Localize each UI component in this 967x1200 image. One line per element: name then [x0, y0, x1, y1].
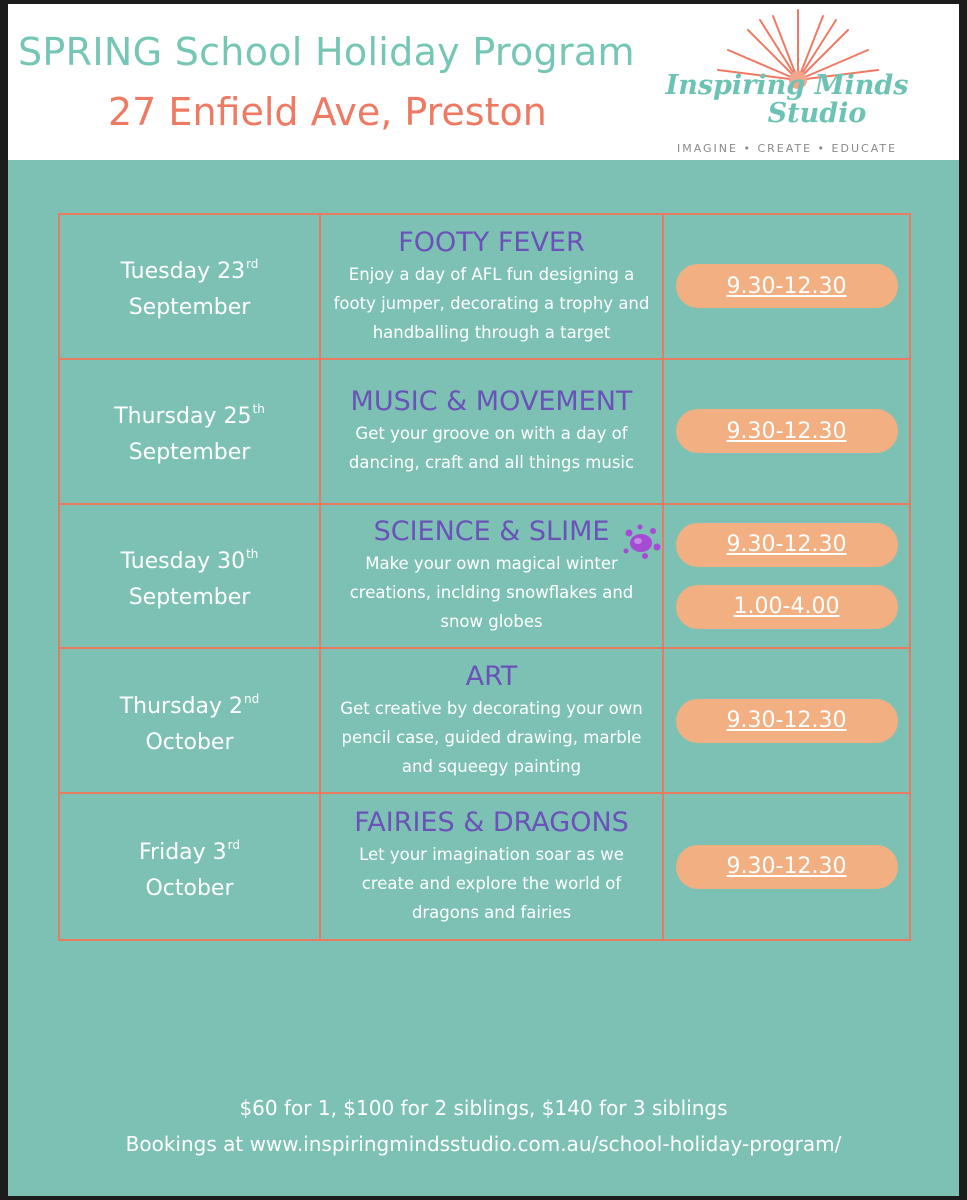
schedule-table [58, 213, 911, 941]
activity-title: FOOTY FEVER [398, 226, 585, 258]
session-times [664, 794, 909, 939]
session-activity [321, 649, 664, 794]
logo-wordmark: Inspiring Minds Studio [665, 70, 909, 129]
session-date: Thursday 25th September [60, 360, 321, 505]
program-title: SPRING School Holiday Program [18, 30, 635, 74]
session-activity [321, 215, 664, 360]
activity-description: Get your groove on with a day of dancing, craft and all things music [348, 424, 635, 473]
time-booking-button[interactable]: 9.30-12.30 [676, 699, 898, 743]
session-date: Tuesday 30th September [60, 505, 321, 650]
activity-title: FAIRIES & DRAGONS [354, 807, 629, 839]
activity-title: ART [465, 661, 518, 693]
session-activity [321, 360, 664, 505]
time-booking-button[interactable]: 9.30-12.30 [676, 523, 898, 567]
time-booking-button[interactable]: 9.30-12.30 [676, 845, 898, 889]
activity-title: SCIENCE & SLIME [373, 516, 610, 548]
logo-tagline: IMAGINE • CREATE • EDUCATE [676, 142, 898, 155]
time-booking-button[interactable]: 9.30-12.30 [676, 409, 898, 453]
pricing-text: $60 for 1, $100 for 2 siblings, $140 for 3 siblings [239, 1096, 728, 1120]
header-banner [8, 4, 959, 160]
slime-splat-icon [619, 521, 663, 561]
time-booking-button[interactable]: 1.00-4.00 [676, 585, 898, 629]
session-times [664, 505, 909, 650]
footer [8, 1090, 959, 1162]
activity-title: MUSIC & MOVEMENT [350, 386, 633, 418]
venue-address: 27 Enfield Ave, Preston [108, 90, 547, 134]
bookings-link[interactable]: Bookings at www.inspiringmindsstudio.com.au/school-holiday-program/ [125, 1132, 842, 1156]
session-date: Thursday 2nd October [60, 649, 321, 794]
session-date: Tuesday 23rd September [60, 215, 321, 360]
session-activity [321, 794, 664, 939]
session-times [664, 360, 909, 505]
session-date: Friday 3rd October [60, 794, 321, 939]
session-times [664, 215, 909, 360]
activity-description: Make your own magical winter creations, inclding snowflakes and snow globes [349, 554, 634, 632]
time-booking-button[interactable]: 9.30-12.30 [676, 264, 898, 308]
flyer-page [8, 4, 959, 1196]
studio-logo [648, 8, 948, 158]
activity-description: Get creative by decorating your own pencil case, guided drawing, marble and squeegy painting [340, 699, 643, 777]
session-times [664, 649, 909, 794]
activity-description: Enjoy a day of AFL fun designing a footy jumper, decorating a trophy and handballing through a target [333, 264, 650, 342]
activity-description: Let your imagination soar as we create and explore the world of dragons and fairies [359, 845, 624, 923]
session-activity [321, 505, 664, 650]
